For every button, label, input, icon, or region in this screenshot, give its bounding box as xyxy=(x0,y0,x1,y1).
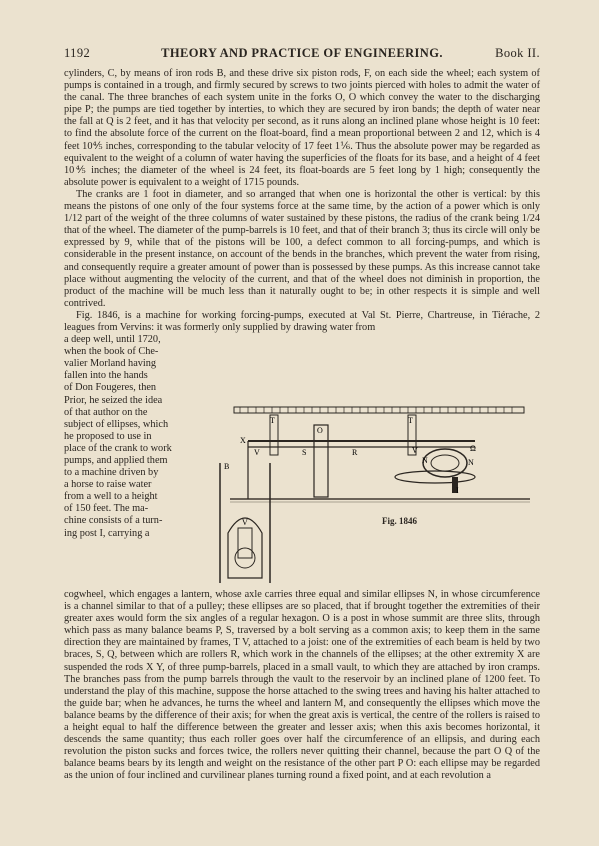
paragraph-2: The cranks are 1 foot in diameter, and so arranged that when one is horizontal the other is vertical: by this means the pistons of one only of the four systems force at the same time, by the action of a power which is only 1/12 part of the weight of the three columns of water sustained by these pistons, the radius of the crank being 1/24 that of the wheel. The diameter of the pump-barrels is 10 feet, and that of their branch 3; thus its circle will only be expressed by 9, while that of the pistons will be 100, a defect common to all forcing-pumps, and which is considerable in the present instance, on account of the bends in the branches, which prevent the water from rising, and consequently require a greater amount of power than is possessed by these pumps. As this increase cannot take place without augmenting the velocity of the current, and that of the wheel does not diminish in proportion, the product of the machine will be much less than it naturally ought to be; in other respects it is simple and well contrived. xyxy=(64,188,540,309)
paragraph-1: cylinders, C, by means of iron rods B, and these drive six piston rods, F, on each side the wheel; each system of pumps is contained in a trough, and firmly secured by screws to two joints pierced with holes to admit the water of the canal. The three branches of each system unite in the forks O, O which convey the water to the discharging pipe P; the pumps are tied together by interties, to which they are secured by iron bands; the depth of water near the fall at Q is 2 feet, and it has that velocity per second, as it runs along an inclined plane whose height is 10 feet: to find the absolute force of the current on the float-board, find a mean proportional between 2 and 12, which is 4 feet 10⅘ inches, corresponding to the tabular velocity of 17 feet 1⅙. Thus the absolute power may be regarded as equivalent to the weight of a column of water having the superficies of the floats for its base, and a height of 4 feet 10⅘ inches; the diameter of the wheel is 24 feet, its float-boards are 5 feet long by 1 high; consequently the absolute power is equivalent to a weight of 1715 pounds. xyxy=(64,68,540,188)
fig-label: B xyxy=(224,462,230,471)
narrow-line: of that author on the xyxy=(64,406,148,418)
narrow-line: he proposed to use in xyxy=(64,430,152,442)
narrow-line: of 150 feet. The ma- xyxy=(64,503,149,515)
narrow-line: Prior, he seized the idea xyxy=(64,394,163,406)
fig-label: T xyxy=(270,416,275,425)
narrow-line: pumps, and applied them xyxy=(64,455,168,466)
narrow-line: from a well to a height xyxy=(64,491,158,503)
fig-label: R xyxy=(352,448,358,457)
fig-label: X xyxy=(240,436,246,445)
page-number: 1192 xyxy=(64,46,91,60)
fig-label: N xyxy=(422,456,428,465)
fig-label: Ω xyxy=(470,444,476,453)
running-title: THEORY AND PRACTICE OF ENGINEERING. xyxy=(161,46,443,60)
figure-caption: Fig. 1846 xyxy=(382,516,417,526)
fig-label: V xyxy=(254,448,260,457)
narrow-line: a deep well, until 1720, xyxy=(64,334,161,346)
narrow-line: chine consists of a turn- xyxy=(64,515,163,527)
narrow-line: place of the crank to work xyxy=(64,442,172,454)
book-label: Book II. xyxy=(495,46,540,60)
narrow-line: a horse to raise water xyxy=(64,479,152,491)
narrow-line: ing post I, carrying a xyxy=(64,527,150,539)
lower-text xyxy=(64,589,540,783)
fig-label: N xyxy=(468,458,474,467)
machine-illustration xyxy=(224,403,538,583)
narrow-line: subject of ellipses, which xyxy=(64,418,169,430)
fig-label: O xyxy=(317,426,323,435)
narrow-line: to a machine driven by xyxy=(64,467,159,479)
fig-label: S xyxy=(302,448,307,457)
narrow-line: valier Morland having xyxy=(64,358,157,370)
narrow-line: when the book of Che- xyxy=(64,346,159,358)
narrow-column xyxy=(64,334,236,540)
fig-label: T xyxy=(408,416,413,425)
fig-label: V xyxy=(412,446,418,455)
page-header xyxy=(64,46,540,64)
engraving-figure xyxy=(224,403,538,583)
paragraph-3: Fig. 1846, is a machine for working forcing-pumps, executed at Val St. Pierre, Chartreuse, in Tiérache, 2 leagues from Vervins: it was formerly only supplied by drawing water from xyxy=(64,309,540,333)
fig-label: I xyxy=(456,486,459,495)
paragraph-4: cogwheel, which engages a lantern, whose axle carries three equal and similar ellipses N, in whose circumference is a channel similar to that of a pulley; these ellipses are so placed, that if brought together the extremities of their greater axes would form the six angles of a regular hexagon. O is a post in whose summit are three slits, through which pass as many balance beams P, S, traversed by a bolt serving as a common axis; to keep them in the same direction they are maintained by frames, T V, attached to a joist: one of the extremities of each beam is held by two braces, S, Q, between which are rollers R, which work in the channels of the ellipses; at the other extremity X are suspended the rods X Y, of three pump-barrels, placed in a small vault, to which they are attached by iron cramps. The branches pass from the pump barrels through the vault to the reservoir by an inclined plane of 1200 feet. To understand the play of this machine, suppose the horse attached to the swing trees and having his halter attached to the guide bar; when he advances, he turns the wheel and lantern M, and consequently the ellipses which move the balance beams by the difference of their axis; for when the great axis is vertical, the centre of the rollers is raised to a height equal to half the difference between the greater and lesser axis; when this axis becomes horizontal, it descends the same quantity; thus each roller goes over half the circumference of an ellipsis, and during each revolution the piston sucks and forces twice, the rollers never quitting their channel, because the part O Q of the balance beams bears by its length and weight on the resistance of the other part P O: each ellipse may be regarded as the union of four inclined and curvilinear planes turning round a fixed point, and at each revolution a xyxy=(64,589,540,782)
narrow-line: fallen into the hands xyxy=(64,370,148,382)
fig-label: V xyxy=(242,518,248,527)
narrow-line: of Don Fougeres, then xyxy=(64,382,157,394)
